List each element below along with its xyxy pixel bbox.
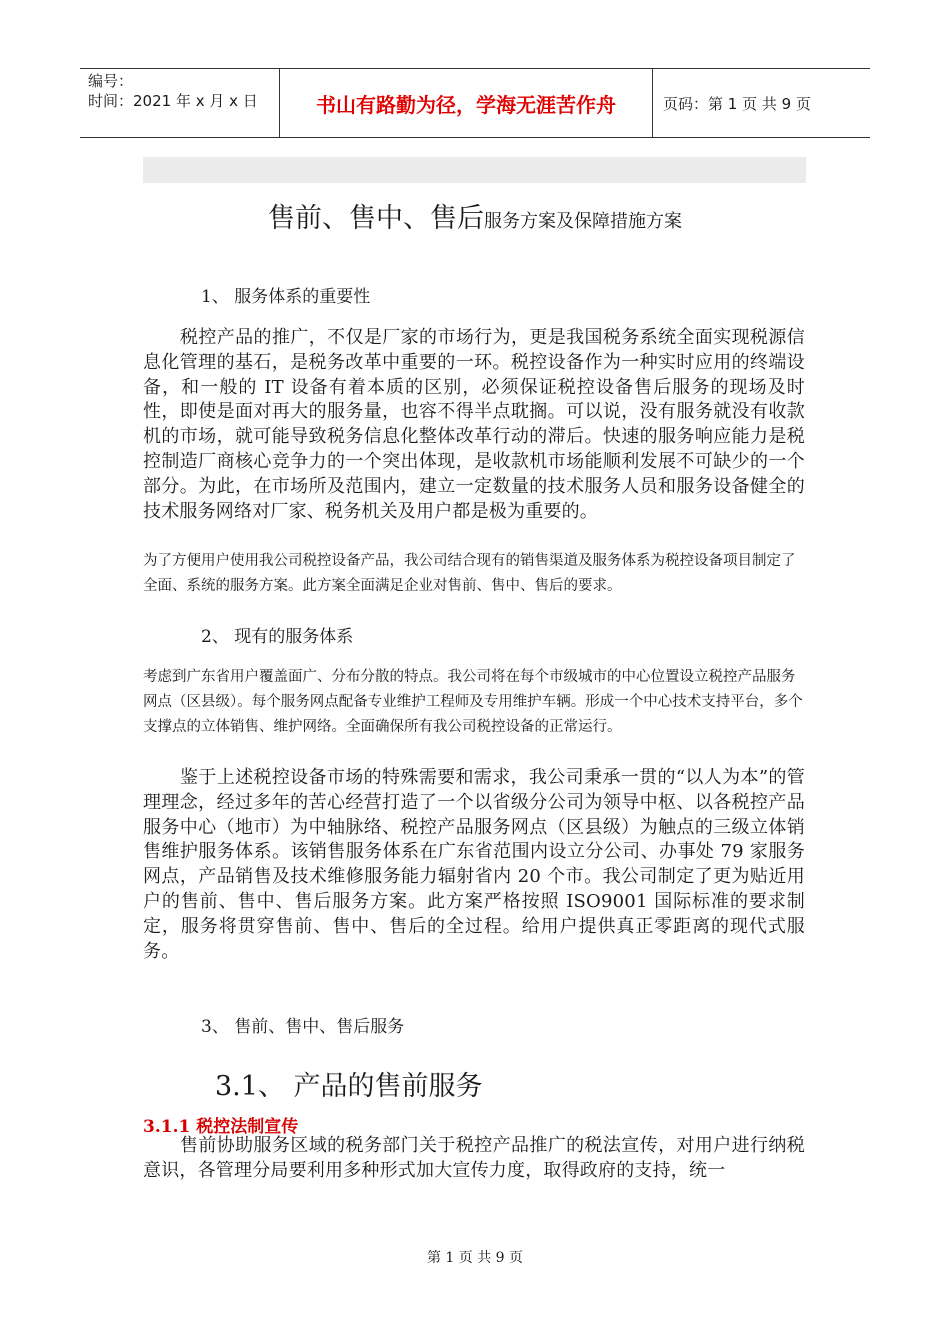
- section-1-heading: 1、 服务体系的重要性: [201, 287, 371, 307]
- title-main: 售前、售中、售后: [268, 203, 484, 234]
- section-2-heading: 2、 现有的服务体系: [201, 627, 354, 647]
- section-2-paragraph-1: 考虑到广东省用户覆盖面广、分布分散的特点。我公司将在每个市级城市的中心位置设立税控产品服务网点（区县级）。每个服务网点配备专业维护工程师及专用维护车辆。形成一个中心技术支持平台，多个支撑点的立体销售、维护网络。全面确保所有我公司税控设备的正常运行。: [143, 669, 803, 735]
- title-sub: 服务方案及保障措施方案: [484, 211, 682, 232]
- document-title: [0, 196, 950, 235]
- section-1-paragraph-2: 为了方便用户使用我公司税控设备产品，我公司结合现有的销售渠道及服务体系为税控设备项目制定了全面、系统的服务方案。此方案全面满足企业对售前、售中、售后的要求。: [143, 553, 796, 594]
- header-meta: [80, 69, 280, 137]
- section-3-1-1-paragraph: 售前协助服务区域的税务部门关于税控产品推广的税法宣传，对用户进行纳税意识，各管理分局要利用多种形式加大宣传力度，取得政府的支持，统一: [143, 1135, 805, 1181]
- header-motto: 书山有路勤为径，学海无涯苦作舟: [280, 69, 653, 137]
- section-3-1-1-heading: 3.1.1 税控法制宣传: [143, 1117, 299, 1137]
- header-page-number: 页码：第 1 页 共 9 页: [663, 94, 811, 113]
- doc-number: 编号：: [88, 72, 134, 90]
- page-header: [80, 68, 870, 138]
- section-1-paragraph-1: 税控产品的推广，不仅是厂家的市场行为，更是我国税务系统全面实现税源信息化管理的基石，是税务改革中重要的一环。税控设备作为一种实时应用的终端设备，和一般的 IT 设备有着本质的区别，必须保证税控设备售后服务的现场及时性，即使是面对再大的服务量，也容不得半点耽搁。可以说，没有服务就没有收款机的市场，就可能导致税务信息化整体改革行动的滞后。快速的服务响应能力是税控制造厂商核心竞争力的一个突出体现，是收款机市场能顺利发展不可缺少的一个部分。为此，在市场所及范围内，建立一定数量的技术服务人员和服务设备健全的技术服务网络对厂家、税务机关及用户都是极为重要的。: [143, 327, 805, 522]
- section-3-1-heading: 3.1、 产品的售前服务: [215, 1071, 483, 1102]
- section-3-heading: 3、 售前、售中、售后服务: [201, 1017, 405, 1037]
- section-2-paragraph-2: 鉴于上述税控设备市场的特殊需要和需求，我公司秉承一贯的“以人为本”的管理理念，经过多年的苦心经营打造了一个以省级分公司为领导中枢、以各税控产品服务中心（地市）为中轴脉络、税控产品服务网点（区县级）为触点的三级立体销售维护服务体系。该销售服务体系在广东省范围内设立分公司、办事处 79 家服务网点，产品销售及技术维修服务能力辐射省内 20 个市。我公司制定了更为贴近用户的售前、售中、售后服务方案。此方案严格按照 ISO9001 国际标准的要求制定，服务将贯穿售前、售中、售后的全过程。给用户提供真正零距离的现代式服务。: [143, 767, 805, 962]
- doc-date: 时间：2021 年 x 月 x 日: [88, 92, 258, 110]
- decorative-bar: [143, 157, 806, 183]
- page-footer: 第 1 页 共 9 页: [426, 1250, 524, 1266]
